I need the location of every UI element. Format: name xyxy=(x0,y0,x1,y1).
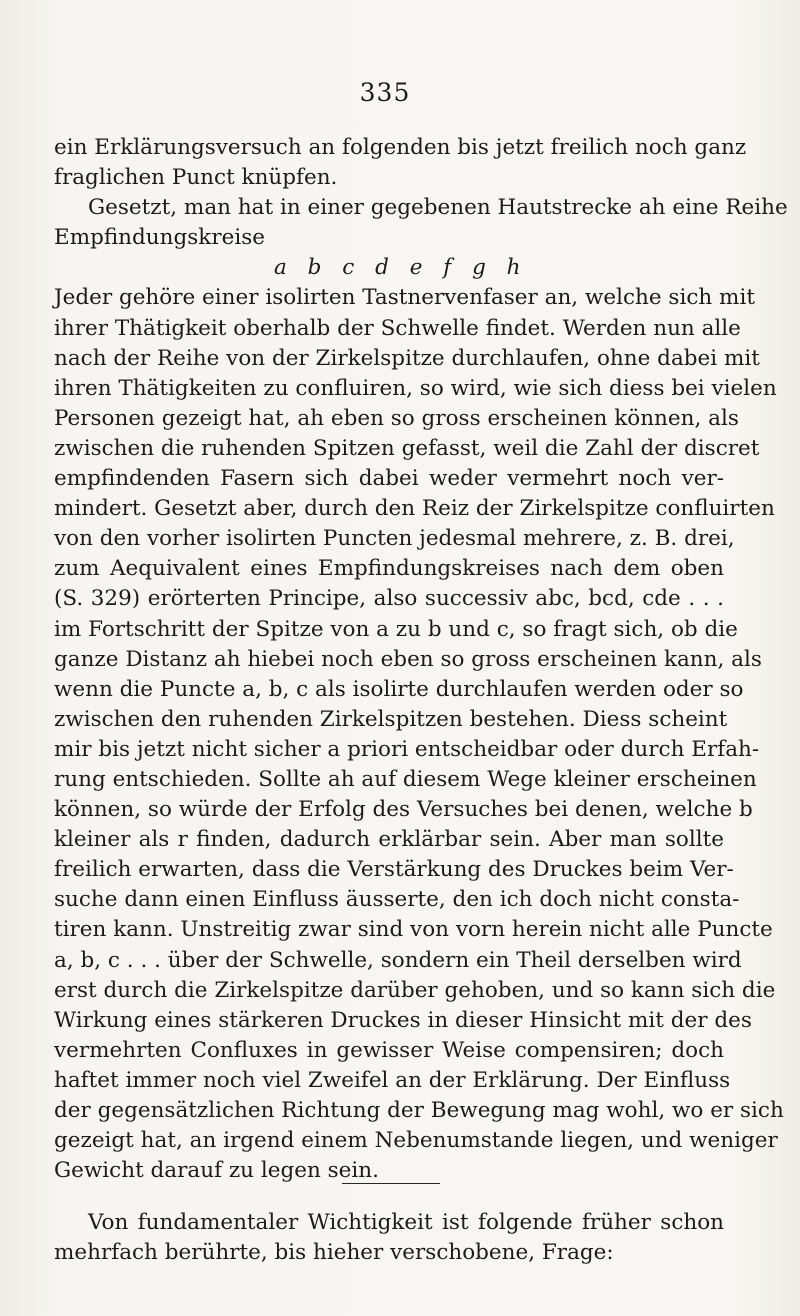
text-line: ganze Distanz ah hiebei noch eben so gross erscheinen kann, als xyxy=(54,646,762,672)
text-line: nach der Reihe von der Zirkelspitze durchlaufen, ohne dabei mit xyxy=(54,345,760,371)
text-line: zwischen den ruhenden Zirkelspitzen bestehen. Diess scheint xyxy=(54,706,728,732)
text-line: (S. 329) erörterten Principe, also successiv abc, bcd, cde . . . xyxy=(54,586,724,612)
text-line: suche dann einen Einfluss äusserte, den ich doch nicht consta- xyxy=(54,887,740,913)
text-line: ein Erklärungsversuch an folgenden bis jetzt freilich noch ganz xyxy=(54,135,747,160)
text-line: mir bis jetzt nicht sicher a priori entscheidbar oder durch Erfah- xyxy=(54,736,760,762)
text-line: der gegensätzlichen Richtung der Bewegung mag wohl, wo er sich xyxy=(54,1098,784,1123)
text-line: erst durch die Zirkelspitze darüber gehoben, und so kann sich die xyxy=(54,977,776,1003)
text-line: Jeder gehöre einer isolirten Tastnervenfaser an, welche sich mit xyxy=(54,285,755,311)
text-line: wenn die Puncte a, b, c als isolirte durchlaufen werden oder so xyxy=(54,676,744,702)
text-line: empfindenden Fasern sich dabei weder vermehrt noch ver- xyxy=(54,466,724,492)
text-line: haftet immer noch viel Zweifel an der Erklärung. Der Einfluss xyxy=(54,1067,731,1093)
text-line: Gesetzt, man hat in einer gegebenen Hautstrecke ah eine Reihe xyxy=(88,195,788,221)
closing-text xyxy=(54,1208,724,1268)
text-line: können, so würde der Erfolg des Versuches bei denen, welche b xyxy=(54,797,753,823)
text-line: vermehrten Confluxes in gewisser Weise compensiren; doch xyxy=(54,1037,724,1063)
text-line: zum Aequivalent eines Empfindungskreises nach dem oben xyxy=(54,556,724,582)
text-line: im Fortschritt der Spitze von a zu b und c, so fragt sich, ob die xyxy=(54,616,738,642)
text-line: Empfindungskreise xyxy=(54,225,265,251)
text-line: gezeigt hat, an irgend einem Nebenumstande liegen, und weniger xyxy=(54,1128,778,1154)
text-line: mehrfach berührte, bis hieher verschobene, Frage: xyxy=(54,1240,614,1266)
text-line: ihrer Thätigkeit oberhalb der Schwelle findet. Werden nun alle xyxy=(54,315,741,341)
text-line: Von fundamentaler Wichtigkeit ist folgende früher schon xyxy=(88,1210,724,1235)
letter-sequence: a b c d e f g h xyxy=(274,255,522,281)
text-line: a, b, c . . . über der Schwelle, sondern ein Theil derselben wird xyxy=(54,947,742,973)
text-line: Gewicht darauf zu legen sein. xyxy=(54,1158,379,1184)
text-line: freilich erwarten, dass die Verstärkung des Druckes beim Ver- xyxy=(54,857,734,883)
text-line: tiren kann. Unstreitig zwar sind von vorn herein nicht alle Puncte xyxy=(54,917,773,943)
text-line: von den vorher isolirten Puncten jedesmal mehrere, z. B. drei, xyxy=(54,526,735,552)
section-divider xyxy=(342,1183,440,1184)
text-line: mindert. Gesetzt aber, durch den Reiz der Zirkelspitze confluirten xyxy=(54,496,775,522)
main-text xyxy=(54,133,788,1186)
text-line: kleiner als r finden, dadurch erklärbar sein. Aber man sollte xyxy=(54,827,724,853)
text-line: zwischen die ruhenden Spitzen gefasst, weil die Zahl der discret xyxy=(54,435,760,461)
text-line: fraglichen Punct knüpfen. xyxy=(54,165,338,191)
text-line: rung entschieden. Sollte ah auf diesem Wege kleiner erscheinen xyxy=(54,766,757,792)
page-number: 335 xyxy=(359,78,411,107)
text-line: Personen gezeigt hat, ah eben so gross erscheinen können, als xyxy=(54,405,739,431)
text-line: Wirkung eines stärkeren Druckes in dieser Hinsicht mit der des xyxy=(54,1007,752,1033)
text-line: ihren Thätigkeiten zu confluiren, so wird, wie sich diess bei vielen xyxy=(54,375,777,401)
